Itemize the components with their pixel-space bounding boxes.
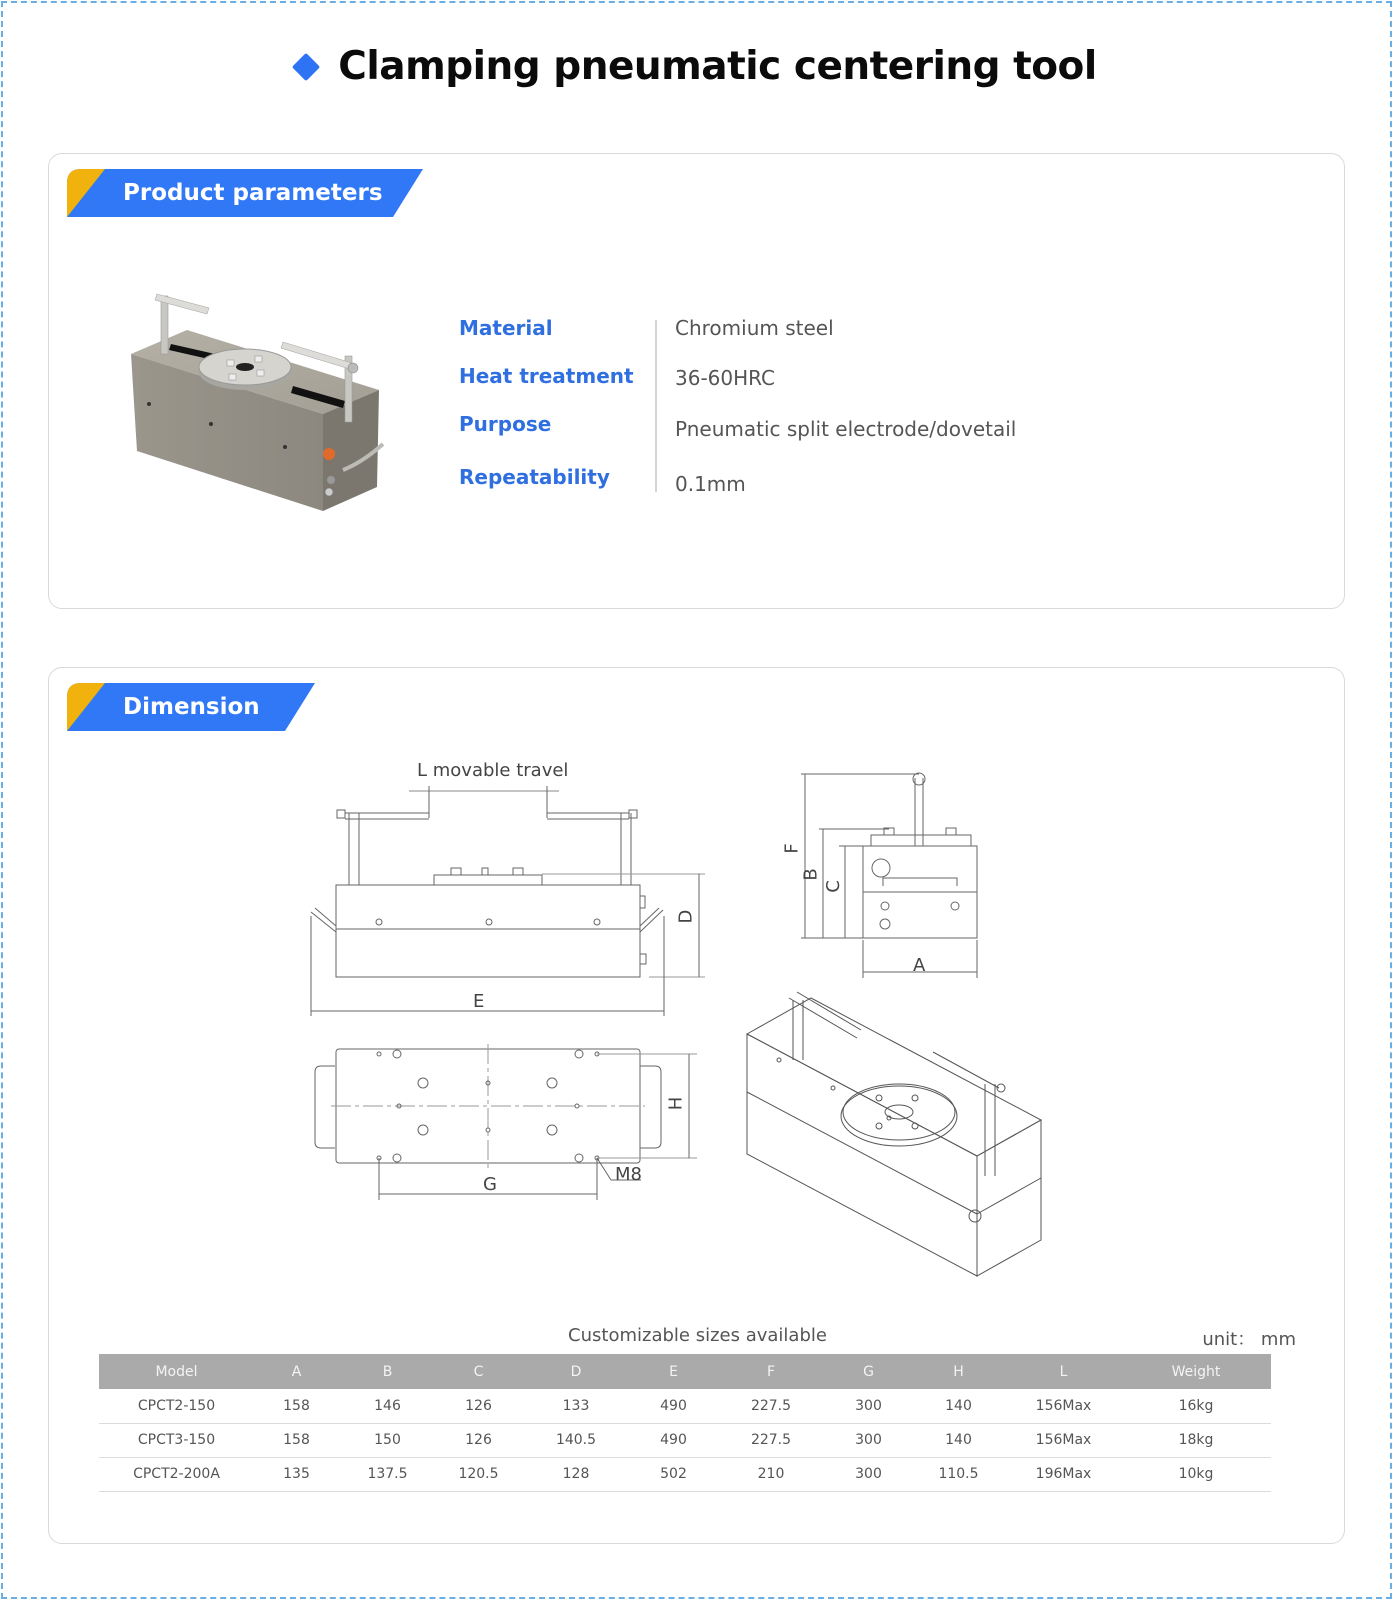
label-f: F: [781, 843, 803, 854]
cell-h: 140: [911, 1389, 1006, 1423]
label-e: E: [473, 991, 485, 1012]
section-heading: Dimension: [123, 694, 260, 720]
cell-e: 490: [631, 1423, 716, 1457]
label-g: G: [483, 1174, 497, 1195]
param-label-heat-treatment: Heat treatment: [459, 364, 634, 388]
cell-f: 227.5: [716, 1423, 826, 1457]
label-d: D: [675, 909, 697, 924]
label-h: H: [665, 1096, 687, 1111]
param-value-purpose: Pneumatic split electrode/dovetail: [675, 417, 1017, 441]
cell-d: 133: [521, 1389, 631, 1423]
divider: [655, 320, 657, 492]
unit-label: unit： mm: [1202, 1329, 1296, 1350]
side-view: [801, 773, 977, 978]
header-c: C: [436, 1354, 521, 1389]
param-value-repeatability: 0.1mm: [675, 472, 746, 496]
cell-h: 110.5: [911, 1457, 1006, 1491]
header-b: B: [339, 1354, 436, 1389]
table-row: [99, 1457, 1271, 1491]
cell-d: 140.5: [521, 1423, 631, 1457]
cell-g: 300: [826, 1423, 911, 1457]
param-value-material: Chromium steel: [675, 316, 834, 340]
cell-f: 227.5: [716, 1389, 826, 1423]
cell-c: 120.5: [436, 1457, 521, 1491]
cell-model: CPCT2-200A: [99, 1457, 254, 1491]
header-weight: Weight: [1121, 1354, 1271, 1389]
cell-a: 158: [254, 1423, 339, 1457]
cell-weight: 10kg: [1121, 1457, 1271, 1491]
page-title: Clamping pneumatic centering tool: [338, 44, 1097, 89]
header-model: Model: [99, 1354, 254, 1389]
spec-table: [99, 1354, 1271, 1492]
cell-weight: 16kg: [1121, 1389, 1271, 1423]
cell-model: CPCT2-150: [99, 1389, 254, 1423]
cell-c: 126: [436, 1389, 521, 1423]
header-f: F: [716, 1354, 826, 1389]
cell-c: 126: [436, 1423, 521, 1457]
header-e: E: [631, 1354, 716, 1389]
param-label-material: Material: [459, 316, 553, 340]
param-label-repeatability: Repeatability: [459, 465, 610, 489]
cell-b: 146: [339, 1389, 436, 1423]
cell-l: 196Max: [1006, 1457, 1121, 1491]
label-b: B: [800, 868, 822, 881]
technical-drawing: [49, 668, 1346, 1318]
label-a: A: [913, 955, 926, 976]
header-a: A: [254, 1354, 339, 1389]
header-g: G: [826, 1354, 911, 1389]
cell-a: 135: [254, 1457, 339, 1491]
table-caption: Customizable sizes available: [568, 1325, 827, 1346]
product-parameters-card: [48, 153, 1345, 609]
cell-g: 300: [826, 1389, 911, 1423]
cell-h: 140: [911, 1423, 1006, 1457]
cell-f: 210: [716, 1457, 826, 1491]
table-header-row: [99, 1354, 1271, 1389]
header-l: L: [1006, 1354, 1121, 1389]
cell-b: 150: [339, 1423, 436, 1457]
header-d: D: [521, 1354, 631, 1389]
cell-b: 137.5: [339, 1457, 436, 1491]
cell-g: 300: [826, 1457, 911, 1491]
section-heading: Product parameters: [123, 180, 383, 206]
label-l-movable-travel: L movable travel: [417, 760, 569, 781]
diamond-bullet-icon: [292, 52, 320, 80]
table-row: [99, 1423, 1271, 1457]
header-h: H: [911, 1354, 1006, 1389]
page-header: [0, 44, 1393, 89]
product-image: [127, 284, 407, 524]
cell-e: 502: [631, 1457, 716, 1491]
cell-a: 158: [254, 1389, 339, 1423]
label-c: C: [822, 880, 844, 893]
label-m8: M8: [615, 1164, 642, 1185]
cell-l: 156Max: [1006, 1389, 1121, 1423]
table-row: [99, 1389, 1271, 1423]
cell-model: CPCT3-150: [99, 1423, 254, 1457]
param-label-purpose: Purpose: [459, 412, 552, 436]
cell-weight: 18kg: [1121, 1423, 1271, 1457]
cell-l: 156Max: [1006, 1423, 1121, 1457]
front-view: [311, 786, 705, 1016]
dimension-card: [48, 667, 1345, 1544]
isometric-view: [747, 992, 1041, 1276]
param-value-heat-treatment: 36-60HRC: [675, 366, 776, 390]
cell-e: 490: [631, 1389, 716, 1423]
cell-d: 128: [521, 1457, 631, 1491]
